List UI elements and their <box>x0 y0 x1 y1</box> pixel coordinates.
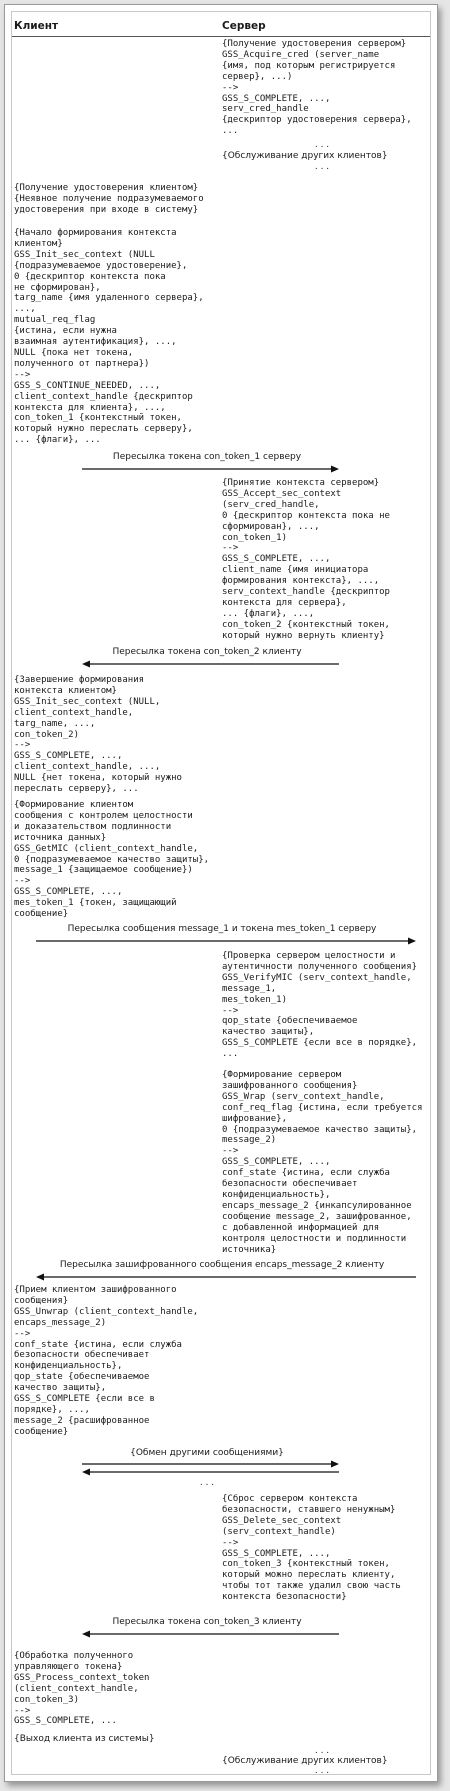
server-wrap-block: {Формирование сервером зашифрованного сообщения} GSS_Wrap (serv_context_handle, conf_req_flag {истина, если требуется шифрование}, 0 {подразумеваемое качество защиты}, message_2) --> GSS_S_COMPLETE, ..., conf_state {истина, если служба безопасности обеспечивает конфиденциальность}, encaps_message_2 {инкапсулированное сообщение message_2, зашифрованное, с добавленной информацией для контроля целостности и подлинности источника} <box>222 1070 423 1255</box>
arrow-label: {Обмен другими сообщениями} <box>130 1448 284 1458</box>
client-logout: {Выход клиента из системы} <box>14 1734 155 1744</box>
client-getmic-block: {Формирование клиентом сообщения с контролем целостности и доказательством подлинности источника данных} GSS_GetMIC (client_context_handle, 0 {подразумеваемое качество защиты}, message_1 {защищаемое сообщение}) --> GSS_S_COMPLETE, ..., mes_token_1 {токен, защищающий сообщение} <box>14 800 210 920</box>
header-divider <box>12 36 430 37</box>
exchange-ellipsis: . . . <box>199 1478 215 1488</box>
message-arrow-to-client <box>12 1629 432 1639</box>
arrow-label: Пересылка токена con_token_3 клиенту <box>112 1617 302 1627</box>
client-acquire-cred-block: {Получение удостоверения клиентом} {Неявное получение подразумеваемого удостоверения при входе в систему} <box>14 183 204 215</box>
message-arrow-to-server <box>12 936 432 946</box>
server-ellipsis: . . . <box>314 1766 330 1776</box>
arrow-label: Пересылка зашифрованного сообщения encaps_message_2 клиенту <box>59 1260 385 1270</box>
message-arrow-to-server <box>12 464 432 474</box>
server-serving-other-clients: {Обслуживание других клиентов} <box>222 1756 388 1766</box>
client-unwrap-block: {Прием клиентом зашифрованного сообщения} GSS_Unwrap (client_context_handle, encaps_message_2) --> conf_state {истина, если служба безопасности обеспечивает конфиденциальность}, qop_state {обеспечиваемое качество защиты}, GSS_S_COMPLETE {если все в порядке}, ..., message_2 {расшифрованное сообщение} <box>14 1285 199 1437</box>
server-ellipsis: . . . <box>314 140 330 150</box>
server-ellipsis: . . . <box>314 162 330 172</box>
message-exchange-arrows <box>12 1460 432 1476</box>
client-init-context-block: {Начало формирования контекста клиентом} GSS_Init_sec_context (NULL {подразумеваемое удостоверение}, 0 {дескриптор контекста пока не сформирован}, targ_name {имя удаленного сервера}, ..., mutual_req_flag {истина, если нужна взаимная аутентификация}, ..., NULL {пока нет токена, полученного от партнера}) --> GSS_S_CONTINUE_NEEDED, ..., client_context_handle {дескриптор контекста для клиента}, ..., con_token_1 {контекстный токен, который нужно переслать серверу}, ... {флаги}, ... <box>14 228 204 446</box>
client-process-token-block: {Обработка полученного управляющего токена} GSS_Process_context_token (client_context_handle, con_token_3) --> GSS_S_COMPLETE, ... <box>14 1651 150 1727</box>
server-acquire-cred-block: {Получение удостоверения сервером} GSS_Acquire_cred (server_name {имя, под которым регистрируется сервер}, ...) --> GSS_S_COMPLETE, ..., serv_cred_handle {дескриптор удостоверения сервера}, ... <box>222 39 412 137</box>
figure-inner-border <box>11 11 431 1775</box>
server-column-header: Сервер <box>222 20 266 32</box>
arrow-label: Пересылка токена con_token_1 серверу <box>112 452 302 462</box>
message-arrow-to-client <box>12 659 432 669</box>
server-delete-context-block: {Сброс сервером контекста безопасности, ставшего ненужным} GSS_Delete_sec_context (serv_context_handle) --> GSS_S_COMPLETE, ..., con_token_3 {контекстный токен, который можно переслать клиенту, чтобы тот также удалил свою часть контекста безопасности} <box>222 1494 401 1603</box>
message-arrow-to-client <box>12 1272 432 1282</box>
server-accept-context-block: {Принятие контекста сервером} GSS_Accept_sec_context (serv_cred_handle, 0 {дескриптор контекста пока не сформирован}, ..., con_token_1) --> GSS_S_COMPLETE, ..., client_name {имя инициатора формирования контекста}, ..., serv_context_handle {дескриптор контекста для сервера}, ... {флаги}, ..., con_token_2 {контекстный токен, который нужно вернуть клиенту} <box>222 478 390 641</box>
client-complete-context-block: {Завершение формирования контекста клиентом} GSS_Init_sec_context (NULL, client_context_handle, targ_name, ..., con_token_2) --> GSS_S_COMPLETE, ..., client_context_handle, ..., NULL {нет токена, который нужно переслать серверу}, ... <box>14 675 182 795</box>
server-serving-other-clients: {Обслуживание других клиентов} <box>222 151 388 161</box>
figure-frame <box>4 4 438 1782</box>
arrow-label: Пересылка токена con_token_2 клиенту <box>112 647 302 657</box>
server-ellipsis: . . . <box>314 1746 330 1756</box>
client-column-header: Клиент <box>14 20 59 32</box>
arrow-label: Пересылка сообщения message_1 и токена mes_token_1 серверу <box>67 924 377 934</box>
server-verifymic-block: {Проверка сервером целостности и аутентичности полученного сообщения} GSS_VerifyMIC (serv_context_handle, message_1, mes_token_1) --> qop_state {обеспечиваемое качество защиты}, GSS_S_COMPLETE {если все в порядке}, ... <box>222 951 418 1060</box>
